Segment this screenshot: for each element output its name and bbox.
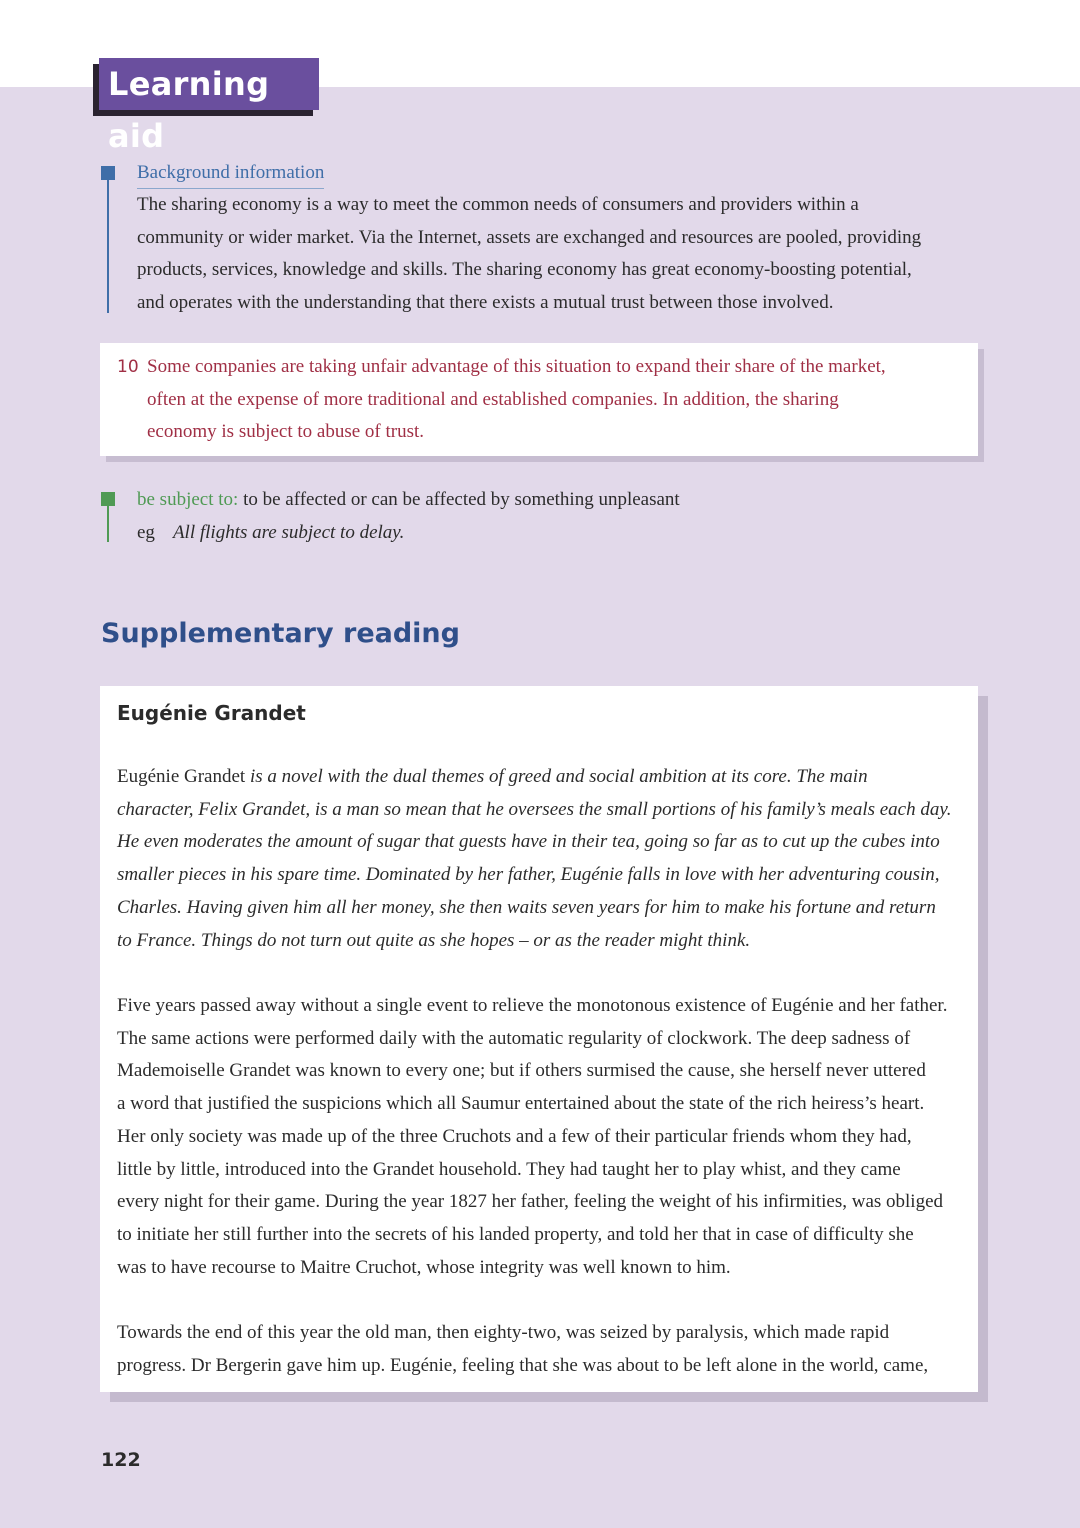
- background-line: products, services, knowledge and skills. The sharing economy has great economy-boosting potential,: [137, 259, 912, 281]
- reading-line: every night for their game. During the year 1827 her father, feeling the weight of his infirmities, was obliged: [117, 1191, 944, 1213]
- supplementary-title: Supplementary reading: [101, 618, 460, 649]
- intro-line: Charles. Having given him all her money, she then waits seven years for him to make his fortune and return: [117, 896, 936, 918]
- reading-line: Towards the end of this year the old man, then eighty-two, was seized by paralysis, which made rapid: [117, 1322, 890, 1343]
- reading-line: progress. Dr Bergerin gave him up. Eugénie, feeling that she was about to be left alone in the world, came,: [117, 1354, 929, 1376]
- background-rule: [107, 180, 109, 313]
- vocab-eg-label: eg: [137, 521, 155, 543]
- reading-box: [100, 686, 978, 1392]
- background-heading: Background information: [137, 158, 324, 189]
- vocab-term: be subject to:: [137, 489, 239, 510]
- background-marker-icon: [101, 166, 115, 180]
- vocab-example-line: [137, 517, 997, 550]
- vocab-marker-icon: [101, 492, 115, 506]
- vocab-definition: to be affected or can be affected by something unpleasant: [243, 489, 680, 510]
- intro-line: character, Felix Grandet, is a man so mean that he oversees the small portions of his family’s meals each day.: [117, 798, 952, 820]
- reading-paragraph-2: [117, 990, 967, 1284]
- quote-line: Some companies are taking unfair advantage of this situation to expand their share of the market,: [147, 356, 886, 377]
- background-line: community or wider market. Via the Internet, assets are exchanged and resources are pooled, providing: [137, 226, 922, 248]
- page-number: 122: [101, 1449, 141, 1471]
- vocab-definition-line: [137, 484, 997, 517]
- book-title: Eugénie Grandet: [117, 701, 306, 725]
- intro-book-name: Eugénie Grandet: [117, 766, 246, 787]
- intro-line: He even moderates the amount of sugar that guests have in their tea, going so far as to cut up the cubes into: [117, 831, 940, 853]
- reading-line: little by little, introduced into the Grandet household. They had taught her to play whist, and they came: [117, 1158, 901, 1180]
- reading-line: to initiate her still further into the secrets of his landed property, and told her that in case of difficulty she: [117, 1223, 914, 1245]
- reading-line: Five years passed away without a single event to relieve the monotonous existence of Eugénie and her father.: [117, 995, 948, 1016]
- intro-line-text: is a novel with the dual themes of greed and social ambition at its core. The main: [245, 766, 868, 787]
- quote-text: [147, 351, 957, 449]
- intro-line: smaller pieces in his spare time. Dominated by her father, Eugénie falls in love with her adventuring cousin,: [117, 864, 940, 886]
- reading-line: The same actions were performed daily with the automatic regularity of clockwork. The deep sadness of: [117, 1027, 911, 1049]
- intro-line: to France. Things do not turn out quite as she hopes – or as the reader might think.: [117, 929, 751, 951]
- reading-line: was to have recourse to Maitre Cruchot, whose integrity was well known to him.: [117, 1256, 731, 1278]
- reading-line: a word that justified the suspicions which all Saumur entertained about the state of the rich heiress’s heart.: [117, 1093, 925, 1115]
- background-line: and operates with the understanding that there exists a mutual trust between those involved.: [137, 292, 834, 314]
- reading-line: Mademoiselle Grandet was known to every one; but if others surmised the cause, she herself never uttered: [117, 1060, 926, 1082]
- quote-line: economy is subject to abuse of trust.: [147, 421, 425, 443]
- quote-line-number: 10: [117, 357, 139, 377]
- quote-line: often at the expense of more traditional and established companies. In addition, the sharing: [147, 388, 839, 410]
- quote-box: [100, 343, 978, 456]
- vocab-entry: [137, 484, 997, 549]
- background-text: [137, 189, 997, 320]
- book-intro: [117, 761, 967, 957]
- vocab-rule: [107, 506, 109, 542]
- background-line: The sharing economy is a way to meet the common needs of consumers and providers within a: [137, 194, 859, 215]
- reading-line: Her only society was made up of the three Cruchots and a few of their particular friends whom they had,: [117, 1125, 912, 1147]
- learning-aid-badge: Learning aid: [99, 58, 319, 110]
- reading-paragraph-3: [117, 1317, 967, 1382]
- intro-line: [117, 761, 967, 794]
- vocab-example: All flights are subject to delay.: [172, 521, 405, 543]
